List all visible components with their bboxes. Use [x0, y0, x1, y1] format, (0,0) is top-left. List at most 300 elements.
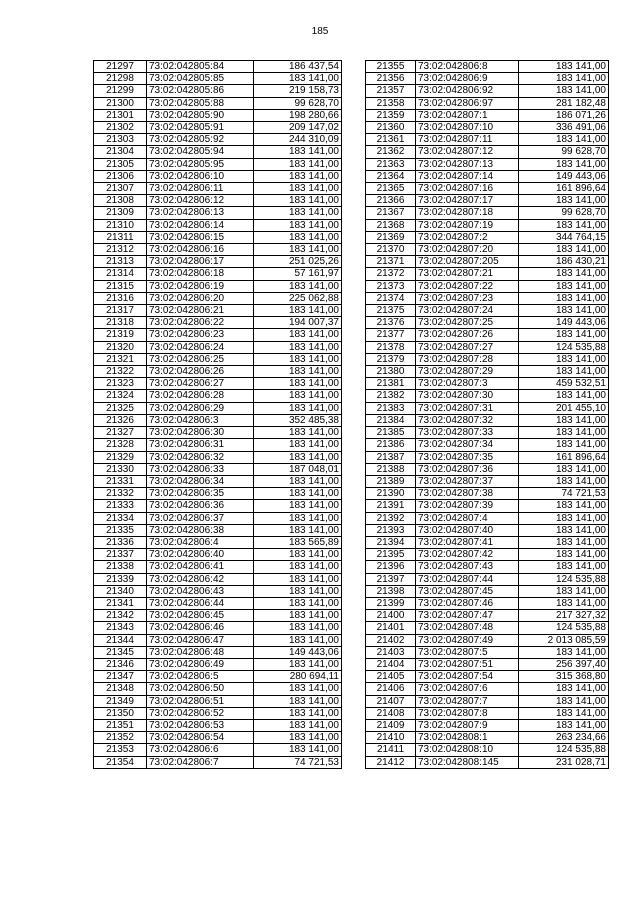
row-number-cell: 21299 — [94, 85, 147, 97]
cadastral-number-cell: 73:02:042806:23 — [147, 329, 254, 341]
value-cell: 149 443,06 — [519, 317, 609, 329]
row-number-cell: 21391 — [366, 500, 416, 512]
value-cell: 149 443,06 — [519, 170, 609, 182]
row-number-cell: 21374 — [366, 292, 416, 304]
table-row — [94, 353, 342, 365]
table-row — [366, 719, 609, 731]
cadastral-number-cell: 73:02:042806:3 — [147, 414, 254, 426]
cadastral-number-cell: 73:02:042806:47 — [147, 634, 254, 646]
cadastral-number-cell: 73:02:042807:46 — [416, 597, 519, 609]
table-row — [94, 451, 342, 463]
value-cell: 256 397,40 — [519, 658, 609, 670]
cadastral-number-cell: 73:02:042806:50 — [147, 683, 254, 695]
cadastral-number-cell: 73:02:042807:205 — [416, 256, 519, 268]
table-row — [366, 97, 609, 109]
value-cell: 183 141,00 — [519, 646, 609, 658]
table-row — [94, 183, 342, 195]
value-cell: 74 721,53 — [254, 756, 342, 768]
value-cell: 183 141,00 — [254, 244, 342, 256]
table-row — [94, 280, 342, 292]
table-row — [94, 610, 342, 622]
value-cell: 183 141,00 — [519, 463, 609, 475]
value-cell: 183 141,00 — [519, 549, 609, 561]
row-number-cell: 21338 — [94, 561, 147, 573]
cadastral-number-cell: 73:02:042806:26 — [147, 366, 254, 378]
value-cell: 183 141,00 — [254, 683, 342, 695]
value-cell: 183 141,00 — [519, 561, 609, 573]
table-row — [366, 109, 609, 121]
value-cell: 183 141,00 — [519, 158, 609, 170]
cadastral-number-cell: 73:02:042807:18 — [416, 207, 519, 219]
table-row — [366, 146, 609, 158]
table-row — [366, 207, 609, 219]
table-row — [94, 341, 342, 353]
cadastral-number-cell: 73:02:042807:26 — [416, 329, 519, 341]
value-cell: 183 141,00 — [254, 634, 342, 646]
cadastral-number-cell: 73:02:042806:36 — [147, 500, 254, 512]
table-row — [94, 500, 342, 512]
value-cell: 124 535,88 — [519, 622, 609, 634]
table-row — [366, 744, 609, 756]
table-row — [94, 61, 342, 73]
cadastral-number-cell: 73:02:042807:23 — [416, 292, 519, 304]
row-number-cell: 21320 — [94, 341, 147, 353]
row-number-cell: 21321 — [94, 353, 147, 365]
table-row — [366, 756, 609, 768]
table-row — [94, 463, 342, 475]
row-number-cell: 21402 — [366, 634, 416, 646]
cadastral-number-cell: 73:02:042807:12 — [416, 146, 519, 158]
cadastral-number-cell: 73:02:042807:3 — [416, 378, 519, 390]
row-number-cell: 21371 — [366, 256, 416, 268]
row-number-cell: 21329 — [94, 451, 147, 463]
table-row — [94, 146, 342, 158]
table-row — [94, 646, 342, 658]
cadastral-number-cell: 73:02:042807:27 — [416, 341, 519, 353]
table-row — [94, 170, 342, 182]
value-cell: 183 141,00 — [254, 183, 342, 195]
value-cell: 183 141,00 — [254, 597, 342, 609]
value-cell: 161 896,64 — [519, 451, 609, 463]
row-number-cell: 21381 — [366, 378, 416, 390]
value-cell: 183 141,00 — [254, 585, 342, 597]
value-cell: 183 141,00 — [254, 341, 342, 353]
value-cell: 263 234,66 — [519, 732, 609, 744]
cadastral-number-cell: 73:02:042806:28 — [147, 390, 254, 402]
row-number-cell: 21332 — [94, 488, 147, 500]
cadastral-number-cell: 73:02:042806:6 — [147, 744, 254, 756]
row-number-cell: 21411 — [366, 744, 416, 756]
cadastral-number-cell: 73:02:042806:54 — [147, 732, 254, 744]
row-number-cell: 21337 — [94, 549, 147, 561]
cadastral-number-cell: 73:02:042808:10 — [416, 744, 519, 756]
table-row — [94, 97, 342, 109]
cadastral-number-cell: 73:02:042806:52 — [147, 707, 254, 719]
table-row — [366, 219, 609, 231]
cadastral-number-cell: 73:02:042807:20 — [416, 244, 519, 256]
row-number-cell: 21328 — [94, 439, 147, 451]
row-number-cell: 21335 — [94, 524, 147, 536]
table-body-right — [366, 61, 609, 769]
row-number-cell: 21399 — [366, 597, 416, 609]
row-number-cell: 21323 — [94, 378, 147, 390]
value-cell: 315 368,80 — [519, 671, 609, 683]
cadastral-number-cell: 73:02:042807:29 — [416, 366, 519, 378]
table-row — [94, 317, 342, 329]
value-cell: 99 628,70 — [519, 207, 609, 219]
row-number-cell: 21308 — [94, 195, 147, 207]
row-number-cell: 21392 — [366, 512, 416, 524]
page-number: 185 — [311, 26, 329, 37]
value-cell: 183 141,00 — [254, 195, 342, 207]
table-row — [366, 573, 609, 585]
table-row — [94, 512, 342, 524]
value-cell: 217 327,32 — [519, 610, 609, 622]
value-cell: 183 141,00 — [254, 158, 342, 170]
row-number-cell: 21303 — [94, 134, 147, 146]
row-number-cell: 21310 — [94, 219, 147, 231]
cadastral-number-cell: 73:02:042806:53 — [147, 719, 254, 731]
cadastral-number-cell: 73:02:042806:43 — [147, 585, 254, 597]
value-cell: 183 141,00 — [254, 475, 342, 487]
value-cell: 244 310,09 — [254, 134, 342, 146]
row-number-cell: 21324 — [94, 390, 147, 402]
table-row — [366, 378, 609, 390]
cadastral-number-cell: 73:02:042807:33 — [416, 427, 519, 439]
cadastral-number-cell: 73:02:042806:21 — [147, 305, 254, 317]
cadastral-number-cell: 73:02:042807:4 — [416, 512, 519, 524]
table-row — [366, 683, 609, 695]
value-cell: 183 141,00 — [519, 353, 609, 365]
table-row — [94, 707, 342, 719]
cadastral-number-cell: 73:02:042807:14 — [416, 170, 519, 182]
table-row — [366, 500, 609, 512]
row-number-cell: 21407 — [366, 695, 416, 707]
table-row — [366, 268, 609, 280]
value-cell: 124 535,88 — [519, 341, 609, 353]
table-row — [94, 695, 342, 707]
table-row — [94, 658, 342, 670]
value-cell: 183 141,00 — [254, 561, 342, 573]
value-cell: 183 141,00 — [254, 280, 342, 292]
row-number-cell: 21363 — [366, 158, 416, 170]
value-cell: 459 532,51 — [519, 378, 609, 390]
cadastral-number-cell: 73:02:042807:24 — [416, 305, 519, 317]
row-number-cell: 21343 — [94, 622, 147, 634]
value-cell: 183 141,00 — [254, 622, 342, 634]
table-row — [94, 268, 342, 280]
value-cell: 183 141,00 — [254, 219, 342, 231]
value-cell: 201 455,10 — [519, 402, 609, 414]
cadastral-number-cell: 73:02:042807:44 — [416, 573, 519, 585]
value-cell: 183 141,00 — [254, 390, 342, 402]
value-cell: 225 062,88 — [254, 292, 342, 304]
row-number-cell: 21330 — [94, 463, 147, 475]
row-number-cell: 21336 — [94, 536, 147, 548]
value-cell: 183 141,00 — [519, 61, 609, 73]
table-row — [366, 231, 609, 243]
cadastral-number-cell: 73:02:042806:12 — [147, 195, 254, 207]
cadastral-number-cell: 73:02:042807:42 — [416, 549, 519, 561]
table-row — [366, 439, 609, 451]
table-row — [94, 73, 342, 85]
row-number-cell: 21312 — [94, 244, 147, 256]
table-row — [94, 329, 342, 341]
table-row — [366, 585, 609, 597]
cadastral-number-cell: 73:02:042806:45 — [147, 610, 254, 622]
table-row — [94, 744, 342, 756]
table-row — [94, 85, 342, 97]
cadastral-number-cell: 73:02:042806:18 — [147, 268, 254, 280]
table-row — [366, 622, 609, 634]
value-cell: 183 141,00 — [519, 707, 609, 719]
value-cell: 183 141,00 — [519, 475, 609, 487]
cadastral-number-cell: 73:02:042807:39 — [416, 500, 519, 512]
cadastral-number-cell: 73:02:042806:13 — [147, 207, 254, 219]
cadastral-number-cell: 73:02:042807:37 — [416, 475, 519, 487]
table-row — [366, 536, 609, 548]
cadastral-number-cell: 73:02:042807:1 — [416, 109, 519, 121]
cadastral-number-cell: 73:02:042806:40 — [147, 549, 254, 561]
cadastral-number-cell: 73:02:042807:21 — [416, 268, 519, 280]
cadastral-number-cell: 73:02:042805:92 — [147, 134, 254, 146]
row-number-cell: 21380 — [366, 366, 416, 378]
table-row — [366, 158, 609, 170]
table-row — [366, 329, 609, 341]
table-row — [94, 219, 342, 231]
row-number-cell: 21373 — [366, 280, 416, 292]
value-cell: 183 141,00 — [254, 439, 342, 451]
table-row — [94, 634, 342, 646]
value-cell: 183 141,00 — [254, 402, 342, 414]
table-row — [94, 549, 342, 561]
cadastral-number-cell: 73:02:042806:32 — [147, 451, 254, 463]
table-row — [94, 732, 342, 744]
row-number-cell: 21346 — [94, 658, 147, 670]
value-cell: 183 141,00 — [519, 280, 609, 292]
value-cell: 161 896,64 — [519, 183, 609, 195]
row-number-cell: 21394 — [366, 536, 416, 548]
value-cell: 183 141,00 — [254, 366, 342, 378]
cadastral-number-cell: 73:02:042805:91 — [147, 122, 254, 134]
value-cell: 231 028,71 — [519, 756, 609, 768]
cadastral-number-cell: 73:02:042808:145 — [416, 756, 519, 768]
table-row — [94, 414, 342, 426]
table-row — [366, 61, 609, 73]
row-number-cell: 21313 — [94, 256, 147, 268]
cadastral-number-cell: 73:02:042805:84 — [147, 61, 254, 73]
table-row — [94, 427, 342, 439]
table-row — [366, 451, 609, 463]
cadastral-number-cell: 73:02:042806:31 — [147, 439, 254, 451]
row-number-cell: 21388 — [366, 463, 416, 475]
table-row — [94, 585, 342, 597]
row-number-cell: 21334 — [94, 512, 147, 524]
row-number-cell: 21376 — [366, 317, 416, 329]
cadastral-number-cell: 73:02:042806:33 — [147, 463, 254, 475]
value-cell: 209 147,02 — [254, 122, 342, 134]
row-number-cell: 21385 — [366, 427, 416, 439]
value-cell: 183 141,00 — [519, 414, 609, 426]
cadastral-number-cell: 73:02:042807:9 — [416, 719, 519, 731]
table-row — [366, 317, 609, 329]
value-cell: 183 141,00 — [254, 500, 342, 512]
row-number-cell: 21377 — [366, 329, 416, 341]
row-number-cell: 21326 — [94, 414, 147, 426]
table-row — [366, 707, 609, 719]
value-cell: 183 141,00 — [254, 512, 342, 524]
cadastral-number-cell: 73:02:042806:9 — [416, 73, 519, 85]
cadastral-number-cell: 73:02:042806:38 — [147, 524, 254, 536]
table-row — [366, 402, 609, 414]
value-cell: 183 141,00 — [254, 658, 342, 670]
row-number-cell: 21350 — [94, 707, 147, 719]
table-row — [366, 341, 609, 353]
row-number-cell: 21367 — [366, 207, 416, 219]
row-number-cell: 21396 — [366, 561, 416, 573]
value-cell: 183 141,00 — [254, 329, 342, 341]
cadastral-number-cell: 73:02:042807:6 — [416, 683, 519, 695]
cadastral-number-cell: 73:02:042806:42 — [147, 573, 254, 585]
cadastral-number-cell: 73:02:042807:28 — [416, 353, 519, 365]
value-cell: 2 013 085,59 — [519, 634, 609, 646]
value-cell: 183 141,00 — [254, 524, 342, 536]
row-number-cell: 21359 — [366, 109, 416, 121]
table-row — [366, 292, 609, 304]
table-row — [94, 305, 342, 317]
value-cell: 183 141,00 — [519, 683, 609, 695]
row-number-cell: 21339 — [94, 573, 147, 585]
table-row — [366, 427, 609, 439]
row-number-cell: 21393 — [366, 524, 416, 536]
cadastral-number-cell: 73:02:042806:48 — [147, 646, 254, 658]
cadastral-number-cell: 73:02:042807:10 — [416, 122, 519, 134]
table-row — [366, 122, 609, 134]
row-number-cell: 21305 — [94, 158, 147, 170]
row-number-cell: 21347 — [94, 671, 147, 683]
table-row — [366, 134, 609, 146]
table-row — [366, 488, 609, 500]
value-cell: 183 141,00 — [254, 146, 342, 158]
row-number-cell: 21368 — [366, 219, 416, 231]
cadastral-number-cell: 73:02:042806:15 — [147, 231, 254, 243]
table-row — [94, 719, 342, 731]
value-cell: 183 141,00 — [519, 244, 609, 256]
table-row — [94, 207, 342, 219]
row-number-cell: 21384 — [366, 414, 416, 426]
cadastral-table-left — [93, 60, 342, 769]
value-cell: 183 141,00 — [254, 695, 342, 707]
value-cell: 281 182,48 — [519, 97, 609, 109]
value-cell: 183 141,00 — [519, 219, 609, 231]
row-number-cell: 21375 — [366, 305, 416, 317]
row-number-cell: 21298 — [94, 73, 147, 85]
cadastral-number-cell: 73:02:042806:24 — [147, 341, 254, 353]
table-row — [366, 183, 609, 195]
cadastral-number-cell: 73:02:042807:54 — [416, 671, 519, 683]
row-number-cell: 21306 — [94, 170, 147, 182]
value-cell: 186 430,21 — [519, 256, 609, 268]
value-cell: 183 141,00 — [254, 378, 342, 390]
cadastral-number-cell: 73:02:042806:11 — [147, 183, 254, 195]
value-cell: 183 141,00 — [519, 536, 609, 548]
table-row — [366, 634, 609, 646]
table-row — [366, 671, 609, 683]
value-cell: 183 141,00 — [519, 719, 609, 731]
value-cell: 352 485,38 — [254, 414, 342, 426]
cadastral-number-cell: 73:02:042805:94 — [147, 146, 254, 158]
row-number-cell: 21311 — [94, 231, 147, 243]
table-row — [366, 85, 609, 97]
table-row — [94, 366, 342, 378]
cadastral-number-cell: 73:02:042806:37 — [147, 512, 254, 524]
value-cell: 183 141,00 — [254, 305, 342, 317]
table-row — [94, 195, 342, 207]
row-number-cell: 21382 — [366, 390, 416, 402]
table-row — [366, 610, 609, 622]
cadastral-number-cell: 73:02:042807:13 — [416, 158, 519, 170]
table-row — [366, 512, 609, 524]
value-cell: 336 491,06 — [519, 122, 609, 134]
table-row — [94, 524, 342, 536]
row-number-cell: 21383 — [366, 402, 416, 414]
row-number-cell: 21378 — [366, 341, 416, 353]
row-number-cell: 21352 — [94, 732, 147, 744]
value-cell: 183 141,00 — [519, 390, 609, 402]
row-number-cell: 21342 — [94, 610, 147, 622]
table-row — [94, 134, 342, 146]
value-cell: 183 141,00 — [519, 512, 609, 524]
cadastral-number-cell: 73:02:042807:31 — [416, 402, 519, 414]
row-number-cell: 21365 — [366, 183, 416, 195]
table-row — [366, 524, 609, 536]
value-cell: 183 141,00 — [254, 207, 342, 219]
row-number-cell: 21353 — [94, 744, 147, 756]
cadastral-number-cell: 73:02:042806:8 — [416, 61, 519, 73]
value-cell: 57 161,97 — [254, 268, 342, 280]
value-cell: 183 141,00 — [519, 73, 609, 85]
value-cell: 183 141,00 — [254, 231, 342, 243]
cadastral-number-cell: 73:02:042807:30 — [416, 390, 519, 402]
table-row — [366, 366, 609, 378]
cadastral-number-cell: 73:02:042806:25 — [147, 353, 254, 365]
value-cell: 183 141,00 — [519, 500, 609, 512]
value-cell: 183 141,00 — [254, 488, 342, 500]
cadastral-number-cell: 73:02:042808:1 — [416, 732, 519, 744]
row-number-cell: 21387 — [366, 451, 416, 463]
value-cell: 183 141,00 — [254, 353, 342, 365]
cadastral-number-cell: 73:02:042805:88 — [147, 97, 254, 109]
row-number-cell: 21327 — [94, 427, 147, 439]
row-number-cell: 21307 — [94, 183, 147, 195]
table-row — [366, 658, 609, 670]
table-row — [94, 439, 342, 451]
table-row — [366, 256, 609, 268]
table-row — [94, 536, 342, 548]
cadastral-number-cell: 73:02:042806:14 — [147, 219, 254, 231]
value-cell: 183 141,00 — [254, 719, 342, 731]
value-cell: 99 628,70 — [254, 97, 342, 109]
row-number-cell: 21362 — [366, 146, 416, 158]
value-cell: 183 141,00 — [254, 573, 342, 585]
value-cell: 183 141,00 — [254, 73, 342, 85]
cadastral-number-cell: 73:02:042806:17 — [147, 256, 254, 268]
row-number-cell: 21357 — [366, 85, 416, 97]
value-cell: 183 141,00 — [254, 427, 342, 439]
value-cell: 219 158,73 — [254, 85, 342, 97]
cadastral-number-cell: 73:02:042807:2 — [416, 231, 519, 243]
value-cell: 344 764,15 — [519, 231, 609, 243]
